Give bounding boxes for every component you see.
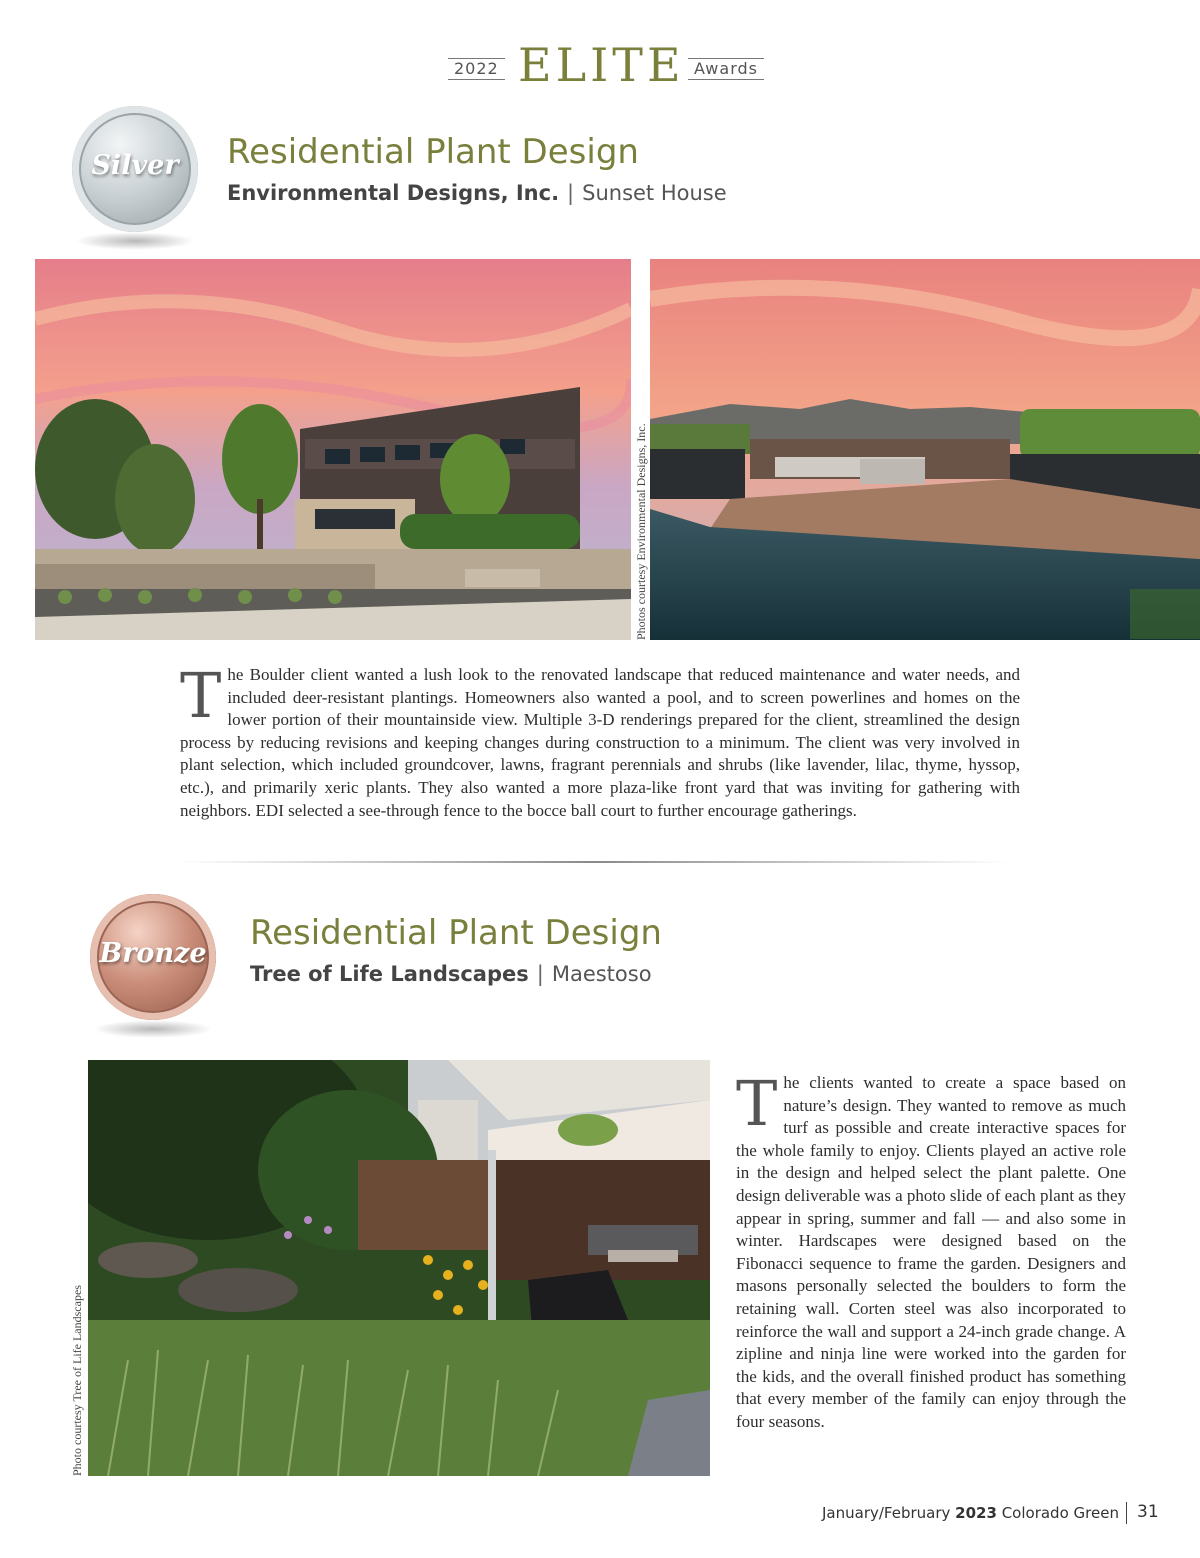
bronze-entry-description [736,1067,1126,1434]
section-divider [180,861,1010,863]
dropcap: T [180,659,222,732]
bronze-medal-badge [90,894,216,1020]
header-awards: Awards [688,58,764,80]
separator: | [536,962,544,986]
photo-credit: Photo courtesy Tree of Life Landscapes [70,1285,84,1476]
header-year: 2022 [448,58,505,80]
award-category-title: Residential Plant Design [250,913,662,953]
separator: | [567,181,575,205]
medal-shadow [75,232,195,250]
dropcap: T [736,1067,778,1140]
issue-months: January/February [822,1504,951,1522]
firm-name: Tree of Life Landscapes [250,962,529,986]
firm-name: Environmental Designs, Inc. [227,181,560,205]
page-number: 31 [1137,1502,1159,1522]
description-text: he clients wanted to create a space based on nature’s design. They wanted to remove as much turf as possible and create interactive spaces for the whole family to enjoy. Clients played an active role in the design and helped select the plant palette. One design deliverable was a photo slide of each plant as they appear in spring, summer and fall — and also some in winter. Hardscapes were designed based on the Fibonacci sequence to frame the garden. Designers and masons personally selected the boulders to form the retaining wall. Corten steel was also incorporated to reinforce the wall and support a 24-inch grade change. A zipline and ninja line were worked into the garden for the kids, and the overall finished product has something that every member of the family can enjoy through the four seasons. [736,1073,1126,1431]
description-text: he Boulder client wanted a lush look to the renovated landscape that reduced maintenance and water needs, and included deer-resistant plantings. Homeowners also wanted a pool, and to screen powerlines and homes on the lower portion of their mountainside view. Multiple 3-D renderings prepared for the client, streamlined the design process by reducing revisions and keeping changes during construction to a minimum. The client was very involved in plant selection, which included groundcover, lawns, fragrant perennials and shrubs (like lavender, lilac, thyme, hyssop, etc.), and primarily xeric plants. They also wanted a more plaza-like front yard that was inviting for gathering with neighbors. EDI selected a see-through fence to the bocce ball court to further encourage gatherings. [180,665,1020,820]
header-title: ELITE [518,38,685,92]
sunset-house-photo [35,259,631,640]
silver-entry-description [180,659,1020,822]
award-firm-line [227,181,727,205]
garden-patio-photo [88,1060,710,1476]
photo-credit: Photos courtesy Environmental Designs, Inc. [634,423,648,640]
medal-label: Bronze [99,938,207,969]
pool-deck-photo [650,259,1200,640]
issue-year: 2023 [955,1504,997,1522]
award-category-title: Residential Plant Design [227,132,639,172]
silver-medal-badge [72,106,198,232]
award-firm-line [250,962,652,986]
project-name: Sunset House [582,181,727,205]
footer-issue [822,1504,1119,1522]
magazine-name: Colorado Green [1001,1504,1119,1522]
footer-divider [1126,1502,1127,1524]
medal-label: Silver [91,150,179,181]
project-name: Maestoso [551,962,652,986]
medal-shadow [93,1020,213,1038]
